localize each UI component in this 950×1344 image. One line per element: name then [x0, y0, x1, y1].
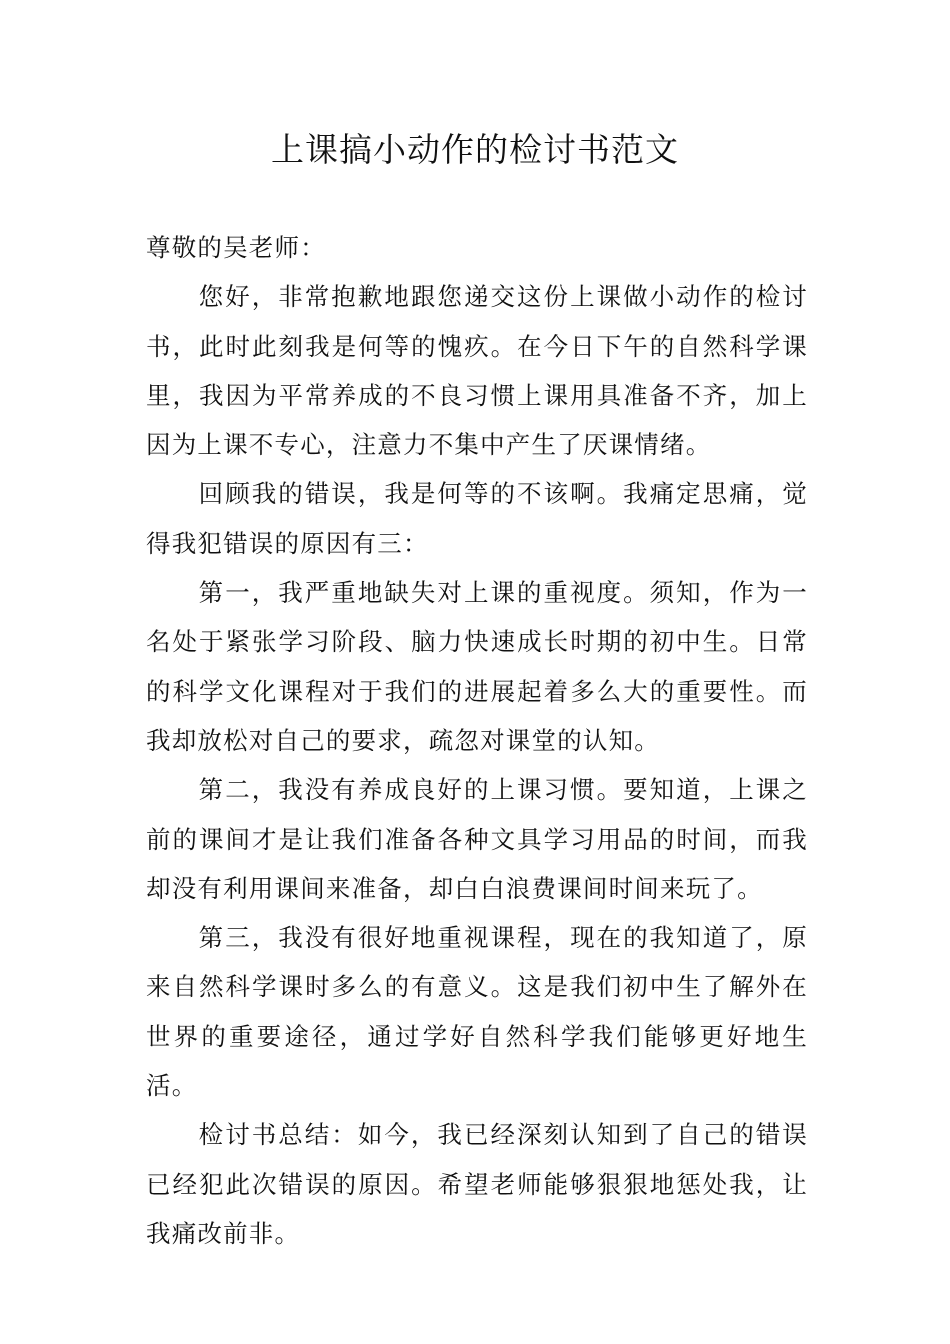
paragraph-reason-two: 第二，我没有养成良好的上课习惯。要知道，上课之前的课间才是让我们准备各种文具学习用品的时间，而我却没有利用课间来准备，却白白浪费课间时间来玩了。: [146, 775, 808, 903]
document-title: 上课搞小动作的检讨书范文: [271, 130, 679, 169]
paragraph-summary: 检讨书总结：如今，我已经深刻认知到了自己的错误已经犯此次错误的原因。希望老师能够狠狠地惩处我，让我痛改前非。: [146, 1120, 808, 1248]
salutation: 尊敬的吴老师：: [146, 233, 326, 262]
paragraph-reflection: 回顾我的错误，我是何等的不该啊。我痛定思痛，觉得我犯错误的原因有三：: [146, 479, 808, 558]
paragraph-greeting: 您好，非常抱歉地跟您递交这份上课做小动作的检讨书，此时此刻我是何等的愧疚。在今日下午的自然科学课里，我因为平常养成的不良习惯上课用具准备不齐，加上因为上课不专心，注意力不集中产生了厌课情绪。: [146, 282, 808, 460]
paragraph-reason-one: 第一，我严重地缺失对上课的重视度。须知，作为一名处于紧张学习阶段、脑力快速成长时期的初中生。日常的科学文化课程对于我们的进展起着多么大的重要性。而我却放松对自己的要求，疏忽对课堂的认知。: [146, 578, 808, 755]
paragraph-reason-three: 第三，我没有很好地重视课程，现在的我知道了，原来自然科学课时多么的有意义。这是我们初中生了解外在世界的重要途径，通过学好自然科学我们能够更好地生活。: [146, 923, 808, 1101]
document-body: [146, 223, 808, 1258]
